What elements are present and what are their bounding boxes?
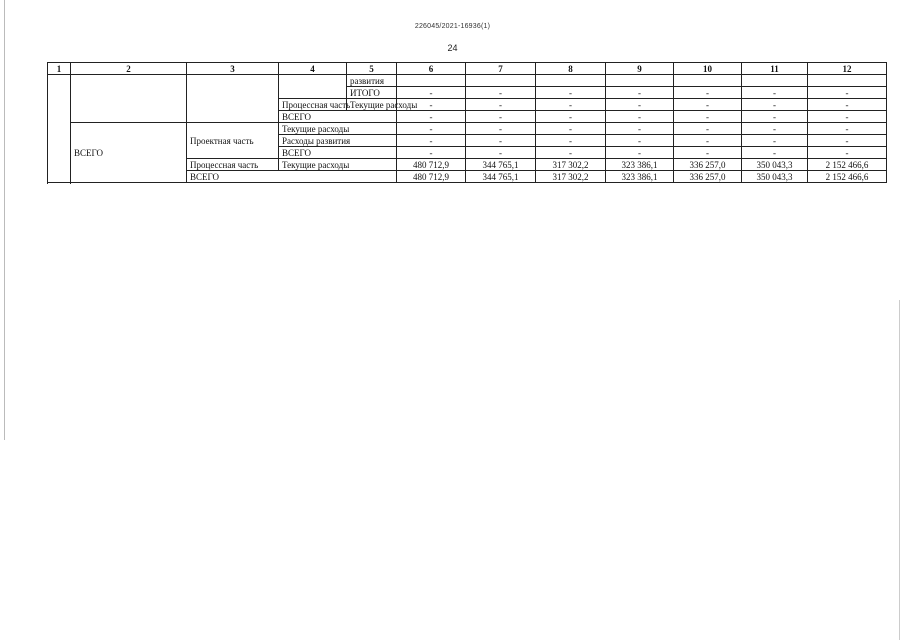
label-vsego-project: ВСЕГО [279, 147, 397, 159]
value-cell: 2 152 466,6 [808, 159, 887, 171]
dash-cell: - [397, 87, 466, 99]
col-num-2: 2 [71, 63, 187, 75]
dash-cell: - [606, 147, 674, 159]
col-num-5: 5 [347, 63, 397, 75]
col-num-10: 10 [674, 63, 742, 75]
col4-upper-cell [279, 75, 347, 99]
label-vsego-group: ВСЕГО [71, 123, 187, 183]
table-row [48, 75, 887, 87]
value-cell: 323 386,1 [606, 171, 674, 183]
dash-cell: - [466, 123, 536, 135]
dash-cell: - [536, 147, 606, 159]
dash-cell: - [808, 87, 887, 99]
dash-cell: - [808, 147, 887, 159]
cell [397, 75, 466, 87]
col1-merged-cell [48, 75, 71, 183]
cell [466, 75, 536, 87]
value-cell: 344 765,1 [466, 159, 536, 171]
dash-cell: - [808, 111, 887, 123]
dash-cell: - [606, 135, 674, 147]
label-tekushchie-rashody-row: Текущие расходы [279, 123, 397, 135]
dash-cell: - [606, 87, 674, 99]
budget-table [47, 62, 887, 183]
dash-cell: - [397, 99, 466, 111]
dash-cell: - [397, 111, 466, 123]
dash-cell: - [536, 87, 606, 99]
value-cell: 344 765,1 [466, 171, 536, 183]
label-tekushchie-rashody: Текущие расходы [347, 99, 397, 111]
table-row [48, 123, 887, 135]
col-num-4: 4 [279, 63, 347, 75]
label-itogo: ИТОГО [347, 87, 397, 99]
col3-upper-cell [187, 75, 279, 123]
document-id: 226045/2021-16936(1) [414, 23, 491, 30]
dash-cell: - [536, 123, 606, 135]
value-cell: 317 302,2 [536, 159, 606, 171]
dash-cell: - [742, 147, 808, 159]
dash-cell: - [397, 147, 466, 159]
dash-cell: - [466, 99, 536, 111]
value-cell: 350 043,3 [742, 159, 808, 171]
scan-edge-right [899, 300, 900, 640]
dash-cell: - [536, 135, 606, 147]
cell [536, 75, 606, 87]
dash-cell: - [808, 135, 887, 147]
dash-cell: - [808, 123, 887, 135]
cell [742, 75, 808, 87]
col-num-3: 3 [187, 63, 279, 75]
dash-cell: - [466, 87, 536, 99]
label-tekushchie-rashody-process: Текущие расходы [279, 159, 397, 171]
col-num-8: 8 [536, 63, 606, 75]
dash-cell: - [674, 123, 742, 135]
label-processnaya-chast-row: Процессная часть [187, 159, 279, 171]
cell [674, 75, 742, 87]
value-cell: 350 043,3 [742, 171, 808, 183]
value-cell: 323 386,1 [606, 159, 674, 171]
dash-cell: - [674, 135, 742, 147]
label-vsego-grand: ВСЕГО [187, 171, 397, 183]
dash-cell: - [606, 99, 674, 111]
col-num-6: 6 [397, 63, 466, 75]
label-proektnaya-chast: Проектная часть [187, 123, 279, 159]
value-cell: 336 257,0 [674, 171, 742, 183]
dash-cell: - [742, 99, 808, 111]
dash-cell: - [808, 99, 887, 111]
label-processnaya-chast: Процессная часть [279, 99, 347, 111]
page-number: 24 [447, 43, 458, 53]
value-cell: 480 712,9 [397, 159, 466, 171]
col-num-9: 9 [606, 63, 674, 75]
column-number-row [48, 63, 887, 75]
dash-cell: - [397, 135, 466, 147]
dash-cell: - [742, 123, 808, 135]
dash-cell: - [674, 147, 742, 159]
label-vsego: ВСЕГО [279, 111, 397, 123]
dash-cell: - [466, 135, 536, 147]
dash-cell: - [606, 111, 674, 123]
dash-cell: - [536, 111, 606, 123]
scan-edge-left [4, 0, 5, 440]
col2-upper-cell [71, 75, 187, 123]
dash-cell: - [466, 111, 536, 123]
dash-cell: - [674, 99, 742, 111]
col-num-1: 1 [48, 63, 71, 75]
dash-cell: - [536, 99, 606, 111]
dash-cell: - [742, 111, 808, 123]
dash-cell: - [397, 123, 466, 135]
value-cell: 2 152 466,6 [808, 171, 887, 183]
label-rashody-razvitiya: Расходы развития [279, 135, 397, 147]
dash-cell: - [742, 87, 808, 99]
value-cell: 317 302,2 [536, 171, 606, 183]
value-cell: 336 257,0 [674, 159, 742, 171]
value-cell: 480 712,9 [397, 171, 466, 183]
col-num-12: 12 [808, 63, 887, 75]
cell [606, 75, 674, 87]
col-num-7: 7 [466, 63, 536, 75]
col-num-11: 11 [742, 63, 808, 75]
label-razvitiya: развития [347, 75, 397, 87]
dash-cell: - [674, 87, 742, 99]
cell [808, 75, 887, 87]
dash-cell: - [742, 135, 808, 147]
dash-cell: - [466, 147, 536, 159]
dash-cell: - [674, 111, 742, 123]
dash-cell: - [606, 123, 674, 135]
